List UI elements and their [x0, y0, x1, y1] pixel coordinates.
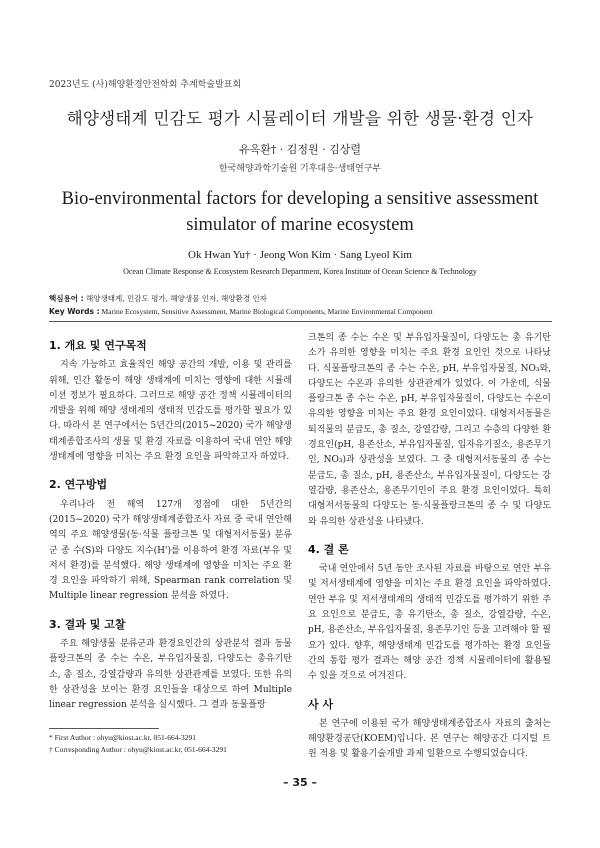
section-heading-conclusion: 4. 결 론	[308, 542, 349, 556]
keywords-korean	[49, 293, 267, 304]
section-body-results: 주요 해양생물 분류군과 환경요인간의 상관분석 결과 동물플랑크톤의 종 수는 수온, 부유입자물질, 다양도는 총유기탄소, 총 질소, 강열감량과 유의한 상관관계를 보였다. 또한 유의한 상관성을 보이는 환경 요인들을 대상으로 하여 Multiple linear regression 분석을 실시했다. 그 결과 동물플랑	[49, 639, 292, 711]
authors-english: Ok Hwan Yu† · Jeong Won Kim · Sang Lyeol Kim	[188, 249, 412, 261]
section-body-methods: 우리나라 전 해역 127개 정점에 대한 5년간의(2015~2020) 국가 해양생태계종합조사 자료 중 국내 연안해역의 주요 해양생물(동·식물 플랑크톤 및 대형저서동물) 분류군 종 수(S)와 다양도 지수(H')를 이용하여 환경 자료(부유 및 저서 환경)를 분석했다. 해양 생태계에 영향을 미치는 주요 환경 요인을 파악하기 위해, Spearman rank correlation 및 Multiple linear regression 분석을 하였다.	[49, 499, 292, 602]
authors-korean: 유옥환† · 김정원 · 김상렬	[238, 143, 362, 156]
keywords-english-label: Key Words :	[49, 307, 100, 316]
section-body-intro: 지속 가능하고 효율적인 해양 공간의 개발, 이용 및 관리를 위해, 인간 활동이 해양 생태계에 미치는 영향에 대한 시뮬레이션 정보가 필요하다. 그러므로 해양 공간 정책 시뮬레이터의 개발을 위해 해양 생태계의 생태적 민감도를 평가할 필요가 있다. 따라서 본 연구에서는 5년간의(2015~2020) 국가 해양생태계종합조사의 생물 및 환경 자료를 이용하여 국내 연안 해양 생태계에 영향을 미치는 주요 환경 요인을 파악하고자 하였다.	[49, 360, 292, 463]
affiliation-english: Ocean Climate Response & Ecosystem Research Department, Korea Institute of Ocean Science & Technology	[123, 267, 477, 276]
section-heading-intro: 1. 개요 및 연구목적	[49, 339, 147, 352]
keywords-korean-label: 핵심용어 :	[49, 294, 84, 303]
affiliation-korean: 한국해양과학기술원 기후대응·생태연구부	[218, 164, 382, 174]
keywords-divider	[49, 321, 552, 322]
keywords-english	[49, 307, 433, 316]
section-heading-results: 3. 결과 및 고찰	[49, 617, 126, 631]
conference-header: 2023년도 (사)해양환경안전학회 추계학술발표회	[49, 80, 242, 90]
keywords-korean-text: 해양생태계, 민감도 평가, 해양생물 인자, 해양환경 인자	[83, 294, 267, 303]
left-column	[49, 330, 292, 714]
right-column	[308, 331, 551, 763]
footnote-first-author: * First Author : ohyu@kiost.ac.kr, 051-664-3291	[49, 733, 197, 742]
section-body-results-continued: 크톤의 종 수는 수온 및 부유입자물질이, 다양도는 총 유기탄소가 유의한 영향을 미치는 주요 환경 요인인 것으로 나타났다. 식물플랑크톤의 종 수는 수온, pH, 부유입자물질, NO₃와, 다양도는 수온과 유의한 상관관계가 있었다. 이 가운데, 식물플랑크톤 종 수는 수온, pH, 부유입자물질이, 다양도는 수온이 유의한 영향을 미치는 주요 환경 요인이었다. 대형저서동물은 퇴적물의 분급도, 총 질소, 강열감량, 그리고 수층의 다양한 환경요인(pH, 용존산소, 부유입자물질, 입자유기질소, 용존무기인, NO₃)과 상관성을 보였다. 그 중 대형저서동물의 종 수는 분급도, 총 질소, pH, 용존산소, 부유입자물질이, 다양도는 강열감량, 용존산소, 용존무기인이 주요 환경 요인이었다. 특히 대형저서동물의 다양도는 동·식물플랑크톤의 종 수 및 다양도와 유의한 상관성을 나타냈다.	[308, 333, 551, 527]
footnote-divider	[49, 728, 159, 729]
section-body-conclusion: 국내 연안에서 5년 동안 조사된 자료를 바탕으로 연안 부유 및 저서생태계에 영향을 미치는 주요 환경 요인을 파악하였다. 연안 부유 및 저서생태계의 생태적 민감도를 평가하기 위한 주요 요인으로 분급도, 총 유기탄소, 총 질소, 강열감량, 수온, pH, 용존산소, 부유입자물질, 용존무기인 등을 고려해야 할 필요가 있다. 향후, 해양생태계 민감도를 평가하는 환경 요인들 간의 통합 평가 결과는 해양 공간 정책 시뮬레이터에 활용될 수 있을 것으로 여겨진다.	[308, 564, 551, 682]
title-korean: 해양생태계 민감도 평가 시뮬레이터 개발을 위한 생물·환경 인자	[66, 109, 534, 128]
section-heading-methods: 2. 연구방법	[49, 478, 108, 492]
page-number: – 35 –	[283, 776, 317, 789]
keywords-english-text: Marine Ecosystem, Sensitive Assessment, Marine Biological Components, Marine Environmental Component	[99, 307, 433, 316]
section-body-acknowledgement: 본 연구에 이용된 국가 해양생태계종합조사 자료의 출처는 해양환경공단(KOEM)입니다. 본 연구는 해양공간 디지털 트윈 적용 및 활용기술개발 과제 일환으로 수행되었습니다.	[308, 718, 551, 760]
section-heading-acknowledgement: 사 사	[308, 697, 334, 711]
footnote-corresponding-author: † Corresponding Author : ohyu@kiost.ac.kr, 051-664-3291	[49, 745, 227, 754]
title-english: Bio-environmental factors for developing a sensitive assessment simulator of marine ecosystem	[61, 189, 539, 235]
